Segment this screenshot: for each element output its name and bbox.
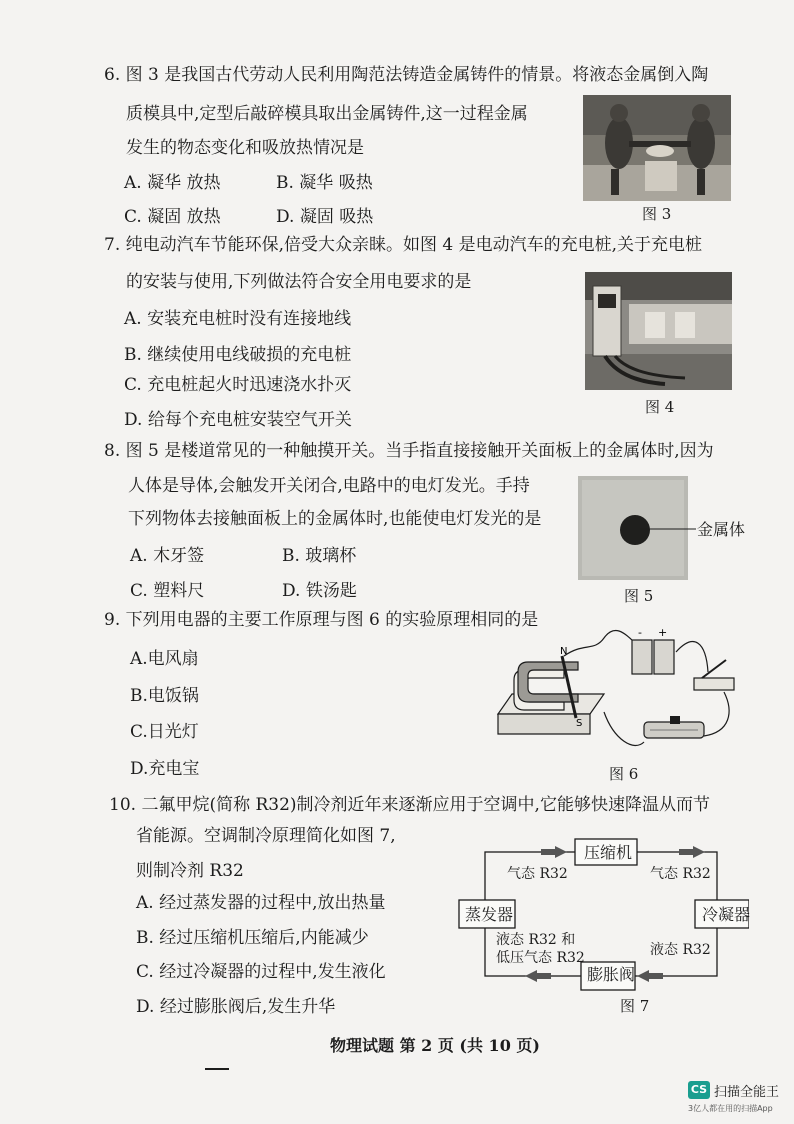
- q7-option-a: A. 安装充电桩时没有连接地线: [124, 309, 352, 329]
- charging-pile-photo: [585, 272, 732, 390]
- figure-4-caption: 图 4: [645, 398, 675, 416]
- casting-photo: [583, 95, 731, 201]
- liquid-r32-right-label: 液态 R32: [650, 942, 711, 958]
- footer-mark: [205, 1068, 229, 1070]
- liquid-gas-left-label-1: 液态 R32 和: [496, 932, 576, 948]
- q8-stem-line3: 下列物体去接触面板上的金属体时,也能使电灯发光的是: [128, 509, 542, 529]
- q9-option-a: A.电风扇: [130, 649, 199, 669]
- q7-option-c: C. 充电桩起火时迅速浇水扑灭: [124, 375, 352, 395]
- figure-6-circuit: [494, 622, 750, 762]
- pole-s-label: S: [576, 718, 583, 729]
- evaporator-label: 蒸发器: [465, 905, 514, 924]
- condenser-label: 冷凝器: [702, 905, 751, 924]
- q8-option-b: B. 玻璃杯: [282, 546, 357, 566]
- q10-option-b: B. 经过压缩机压缩后,内能减少: [136, 928, 369, 948]
- q10-stem-line3: 则制冷剂 R32: [136, 861, 244, 881]
- figure-6-caption: 图 6: [609, 765, 639, 783]
- q9-option-c: C.日光灯: [130, 722, 199, 742]
- q10-stem-line2: 省能源。空调制冷原理简化如图 7,: [136, 826, 396, 846]
- flow-arrow-bottom-left: [525, 970, 537, 982]
- pole-n-label: N: [560, 646, 568, 657]
- q8-option-c: C. 塑料尺: [130, 581, 205, 601]
- q8-stem-line1: 8. 图 5 是楼道常见的一种触摸开关。当手指直接接触开关面板上的金属体时,因为: [104, 441, 714, 461]
- expansion-valve-label: 膨胀阀: [587, 965, 636, 984]
- q8-option-a: A. 木牙签: [130, 546, 205, 566]
- q8-stem-line2: 人体是导体,会触发开关闭合,电路中的电灯发光。手持: [128, 476, 530, 496]
- gas-r32-left-label: 气态 R32: [507, 866, 568, 882]
- q6-stem-line3: 发生的物态变化和吸放热情况是: [126, 138, 364, 158]
- q9-stem: 9. 下列用电器的主要工作原理与图 6 的实验原理相同的是: [104, 610, 539, 630]
- q10-option-a: A. 经过蒸发器的过程中,放出热量: [136, 893, 386, 913]
- figure-5-caption: 图 5: [624, 587, 654, 605]
- q6-option-a: A. 凝华 放热: [124, 173, 221, 193]
- battery-plus-label: +: [658, 626, 668, 639]
- q10-option-c: C. 经过冷凝器的过程中,发生液化: [136, 962, 386, 982]
- camscanner-name: 扫描全能王: [714, 1085, 780, 1100]
- q6-stem-line1: 6. 图 3 是我国古代劳动人民利用陶范法铸造金属铸件的情景。将液态金属倒入陶: [104, 65, 709, 85]
- q6-stem-line2: 质模具中,定型后敲碎模具取出金属铸件,这一过程金属: [126, 104, 528, 124]
- metal-body-label: 金属体: [697, 520, 746, 539]
- q8-option-d: D. 铁汤匙: [282, 581, 357, 601]
- q7-option-b: B. 继续使用电线破损的充电桩: [124, 345, 352, 365]
- flow-arrow-top-left: [555, 846, 567, 858]
- liquid-gas-left-label-2: 低压气态 R32: [496, 950, 585, 966]
- q7-option-d: D. 给每个充电桩安装空气开关: [124, 410, 352, 430]
- q6-option-b: B. 凝华 吸热: [276, 173, 373, 193]
- q6-option-c: C. 凝固 放热: [124, 207, 221, 227]
- q9-option-b: B.电饭锅: [130, 686, 199, 706]
- camscanner-tagline: 3亿人都在用的扫描App: [688, 1104, 773, 1113]
- figure-3-caption: 图 3: [642, 205, 672, 223]
- q6-option-d: D. 凝固 吸热: [276, 207, 374, 227]
- q10-stem-line1: 10. 二氟甲烷(简称 R32)制冷剂近年来逐渐应用于空调中,它能够快速降温从而节: [109, 795, 710, 815]
- q7-stem-line1: 7. 纯电动汽车节能环保,倍受大众亲睐。如图 4 是电动汽车的充电桩,关于充电桩: [104, 235, 703, 255]
- battery-minus-label: -: [638, 626, 642, 639]
- flow-arrow-top-right: [693, 846, 705, 858]
- page-footer: 物理试题 第 2 页 (共 10 页): [330, 1036, 540, 1055]
- gas-r32-right-label: 气态 R32: [650, 866, 711, 882]
- q7-stem-line2: 的安装与使用,下列做法符合安全用电要求的是: [126, 272, 472, 292]
- figure-7-caption: 图 7: [620, 997, 650, 1015]
- metal-pointer-line: [640, 525, 696, 533]
- q9-option-d: D.充电宝: [130, 759, 200, 779]
- compressor-label: 压缩机: [584, 843, 633, 862]
- flow-arrow-bottom-right: [637, 970, 649, 982]
- camscanner-logo-icon: CS: [688, 1081, 710, 1099]
- q10-option-d: D. 经过膨胀阀后,发生升华: [136, 997, 336, 1017]
